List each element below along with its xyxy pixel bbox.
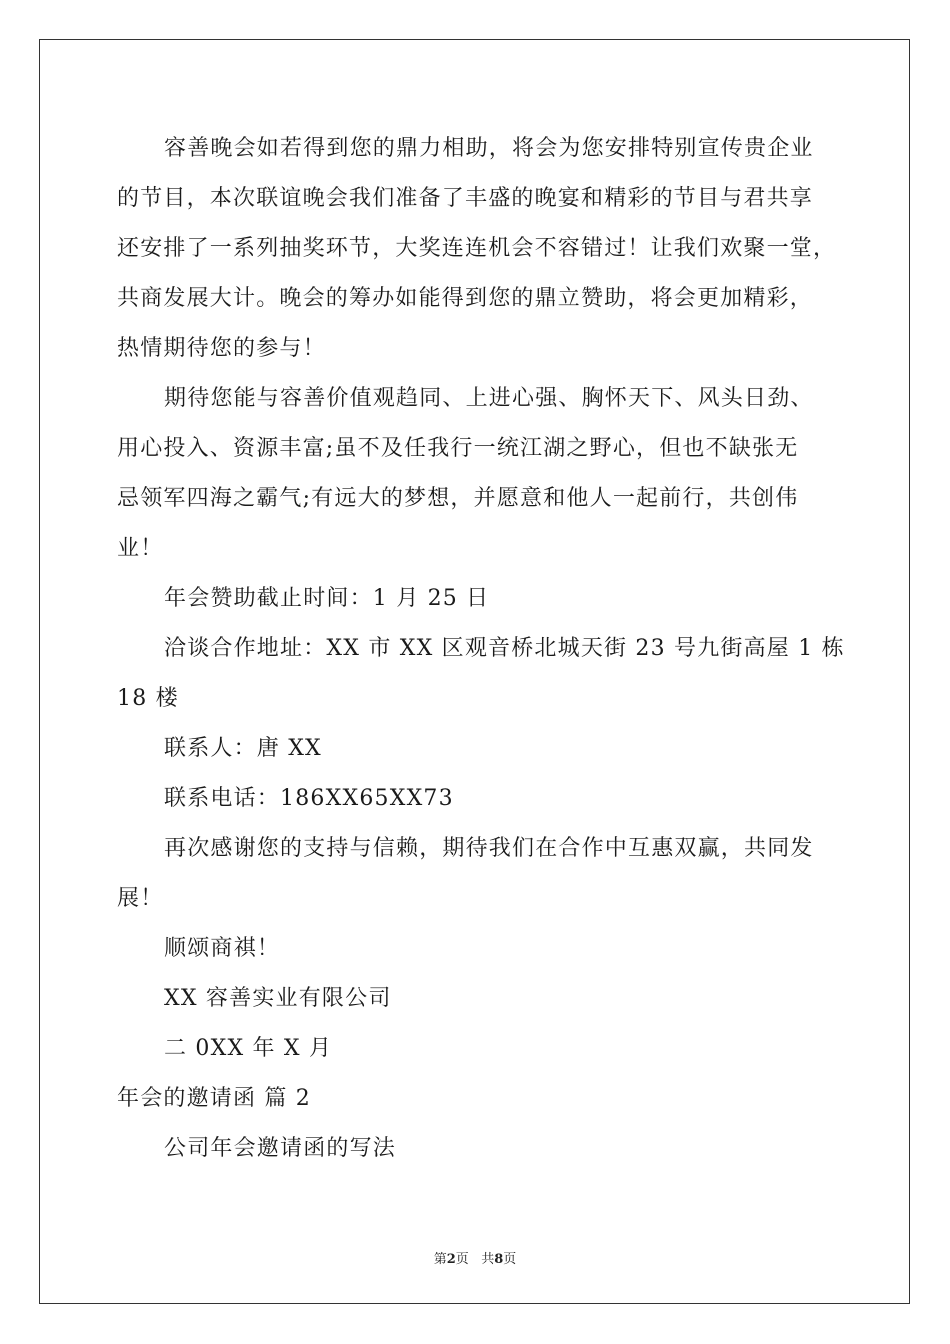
footer-page-number: 2 bbox=[446, 1252, 456, 1267]
page-footer bbox=[0, 1248, 950, 1267]
meeting-address: 洽谈合作地址：XX 市 XX 区观音桥北城天街 23 号九街高屋 1 栋 bbox=[164, 636, 845, 661]
footer-page-prefix: 第 bbox=[433, 1252, 447, 1267]
text-line: 忌领军四海之霸气;有远大的梦想，并愿意和他人一起前行，共创伟 bbox=[117, 486, 799, 511]
text-line: 容善晚会如若得到您的鼎力相助，将会为您安排特别宣传贵企业 bbox=[164, 136, 814, 161]
text-line: 期待您能与容善价值观趋同、上进心强、胸怀天下、风头日劲、 bbox=[164, 386, 814, 411]
footer-page-suffix: 页 bbox=[455, 1252, 469, 1267]
text-line: 用心投入、资源丰富;虽不及任我行一统江湖之野心，但也不缺张无 bbox=[117, 436, 799, 461]
text-line: 共商发展大计。晚会的筹办如能得到您的鼎立赞助，将会更加精彩， bbox=[117, 286, 814, 311]
text-line: 再次感谢您的支持与信赖，期待我们在合作中互惠双赢，共同发 bbox=[164, 836, 814, 861]
closing-salutation: 顺颂商祺！ bbox=[164, 936, 281, 961]
footer-total-pages: 8 bbox=[494, 1252, 504, 1267]
text-line: 还安排了一系列抽奖环节，大奖连连机会不容错过！让我们欢聚一堂， bbox=[117, 236, 837, 261]
meeting-address-cont: 18 楼 bbox=[117, 686, 179, 711]
footer-total-suffix: 页 bbox=[503, 1252, 517, 1267]
company-signature: XX 容善实业有限公司 bbox=[164, 986, 392, 1011]
contact-phone: 联系电话：186XX65XX73 bbox=[164, 786, 454, 811]
text-line: 展！ bbox=[117, 886, 164, 911]
section-heading: 年会的邀请函 篇 2 bbox=[117, 1086, 311, 1111]
footer-total-prefix: 共 bbox=[481, 1252, 495, 1267]
letter-date: 二 0XX 年 X 月 bbox=[164, 1036, 333, 1061]
document-body bbox=[117, 124, 843, 1174]
text-line: 业！ bbox=[117, 536, 164, 561]
text-line: 的节目，本次联谊晚会我们准备了丰盛的晚宴和精彩的节目与君共享 bbox=[117, 186, 814, 211]
text-line: 热情期待您的参与！ bbox=[117, 336, 326, 361]
sponsorship-deadline: 年会赞助截止时间：1 月 25 日 bbox=[164, 586, 490, 611]
section-subtitle: 公司年会邀请函的写法 bbox=[164, 1136, 397, 1161]
contact-person: 联系人：唐 XX bbox=[164, 736, 322, 761]
